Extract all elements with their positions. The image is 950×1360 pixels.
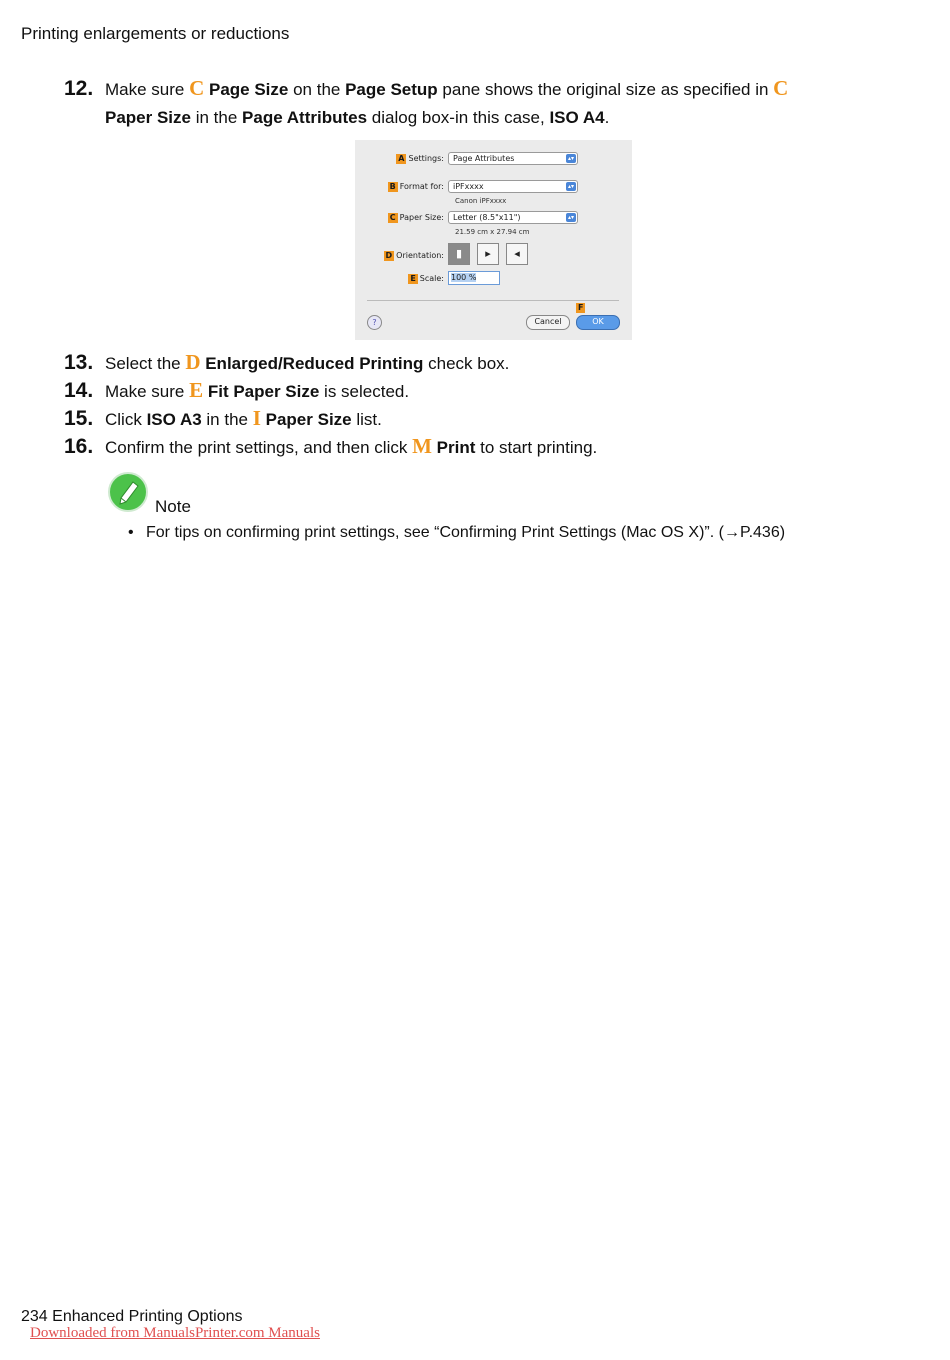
scale-label-wrap bbox=[408, 274, 444, 284]
settings-row bbox=[355, 152, 632, 166]
step-text: is selected. bbox=[319, 382, 410, 401]
format-value: iPFxxxx bbox=[453, 182, 484, 191]
step-text: Make sure bbox=[105, 80, 190, 99]
ui-term: Print bbox=[431, 438, 476, 457]
ui-term: Paper Size bbox=[105, 108, 191, 127]
cancel-button[interactable]: Cancel bbox=[526, 315, 570, 330]
paper-subtext: 21.59 cm x 27.94 cm bbox=[455, 228, 530, 236]
ok-button[interactable]: OK bbox=[576, 315, 620, 330]
help-icon[interactable]: ? bbox=[367, 315, 382, 330]
step-number: 16. bbox=[64, 435, 94, 458]
popup-arrows-icon: ▴▾ bbox=[567, 183, 575, 190]
scale-input[interactable] bbox=[448, 271, 500, 285]
step-text: list. bbox=[351, 410, 382, 429]
ui-term: Fit Paper Size bbox=[203, 382, 320, 401]
step-15 bbox=[64, 404, 382, 434]
step-text: in the bbox=[201, 410, 253, 429]
settings-label-wrap bbox=[396, 154, 444, 164]
step-text: dialog box-in this case, bbox=[367, 108, 550, 127]
landscape-left-icon[interactable]: ▸ bbox=[477, 243, 499, 265]
callout-letter: E bbox=[189, 378, 204, 402]
step-number: 13. bbox=[64, 351, 94, 374]
note-item bbox=[128, 524, 785, 542]
step-text: on the bbox=[288, 80, 346, 99]
step-13 bbox=[64, 348, 509, 378]
settings-popup[interactable] bbox=[448, 152, 578, 165]
step-text: to start printing. bbox=[475, 438, 598, 457]
ui-term: ISO A4 bbox=[549, 108, 605, 127]
scale-value: 100 % bbox=[451, 273, 477, 282]
format-row bbox=[355, 180, 632, 194]
orientation-label: Orientation: bbox=[396, 251, 444, 260]
step-16 bbox=[64, 432, 597, 462]
paper-row bbox=[355, 211, 632, 225]
paper-value: Letter (8.5"x11") bbox=[453, 213, 521, 222]
ui-term: Page Size bbox=[204, 80, 289, 99]
step-number: 15. bbox=[64, 407, 94, 430]
badge-f: F bbox=[578, 303, 584, 312]
popup-arrows-icon: ▴▾ bbox=[567, 155, 575, 162]
step-14 bbox=[64, 376, 409, 406]
paper-label-wrap bbox=[388, 213, 444, 223]
portrait-icon[interactable]: ▮ bbox=[448, 243, 470, 265]
badge-a: A bbox=[398, 154, 405, 163]
badge-c: C bbox=[389, 213, 396, 222]
settings-label: Settings: bbox=[408, 154, 444, 163]
step-number: 12. bbox=[64, 77, 94, 100]
badge-d: D bbox=[385, 251, 393, 260]
callout-letter: C bbox=[773, 76, 789, 100]
popup-arrows-icon: ▴▾ bbox=[567, 214, 575, 221]
step-text: in the bbox=[191, 108, 243, 127]
settings-value: Page Attributes bbox=[453, 154, 515, 163]
ui-term: Page Setup bbox=[345, 80, 438, 99]
step-text: Click bbox=[105, 410, 147, 429]
scale-label: Scale: bbox=[419, 274, 444, 283]
dialog-separator bbox=[367, 300, 619, 301]
landscape-right-icon[interactable]: ◂ bbox=[506, 243, 528, 265]
page-footer: 234 Enhanced Printing Options bbox=[21, 1308, 243, 1325]
paper-label: Paper Size: bbox=[399, 213, 444, 222]
format-label-wrap bbox=[388, 182, 444, 192]
ui-term: Page Attributes bbox=[242, 108, 368, 127]
paper-size-popup[interactable] bbox=[448, 211, 578, 224]
download-link[interactable]: Downloaded from ManualsPrinter.com Manuals bbox=[30, 1325, 320, 1341]
pencil-icon bbox=[108, 472, 148, 512]
badge-b: B bbox=[389, 182, 396, 191]
step-text: . bbox=[604, 108, 610, 127]
page-header: Printing enlargements or reductions bbox=[21, 24, 290, 43]
ui-term: Paper Size bbox=[260, 410, 352, 429]
step-text: Select the bbox=[105, 354, 186, 373]
ui-term: Enlarged/Reduced Printing bbox=[200, 354, 424, 373]
note-title: Note bbox=[155, 497, 191, 516]
step-text: Make sure bbox=[105, 382, 190, 401]
note-text: For tips on confirming print settings, see “Confirming Print Settings (Mac OS X)”. (→P.436) bbox=[146, 524, 786, 541]
format-subtext: Canon iPFxxxx bbox=[455, 197, 507, 205]
bullet: • bbox=[128, 524, 134, 541]
callout-letter: M bbox=[412, 434, 432, 458]
callout-letter: D bbox=[185, 350, 201, 374]
step-text: pane shows the original size as specified in bbox=[437, 80, 774, 99]
orientation-label-wrap bbox=[384, 251, 445, 261]
format-popup[interactable] bbox=[448, 180, 578, 193]
step-12 bbox=[64, 74, 884, 132]
step-number: 14. bbox=[64, 379, 94, 402]
format-label: Format for: bbox=[399, 182, 444, 191]
step-text: Confirm the print settings, and then click bbox=[105, 438, 413, 457]
callout-letter: I bbox=[252, 406, 261, 430]
step-text: check box. bbox=[423, 354, 510, 373]
page-setup-dialog bbox=[355, 140, 632, 340]
callout-letter: C bbox=[189, 76, 205, 100]
ui-term: ISO A3 bbox=[146, 410, 202, 429]
badge-e: E bbox=[410, 274, 416, 283]
orientation-buttons bbox=[448, 243, 535, 265]
step-continuation bbox=[64, 104, 884, 132]
